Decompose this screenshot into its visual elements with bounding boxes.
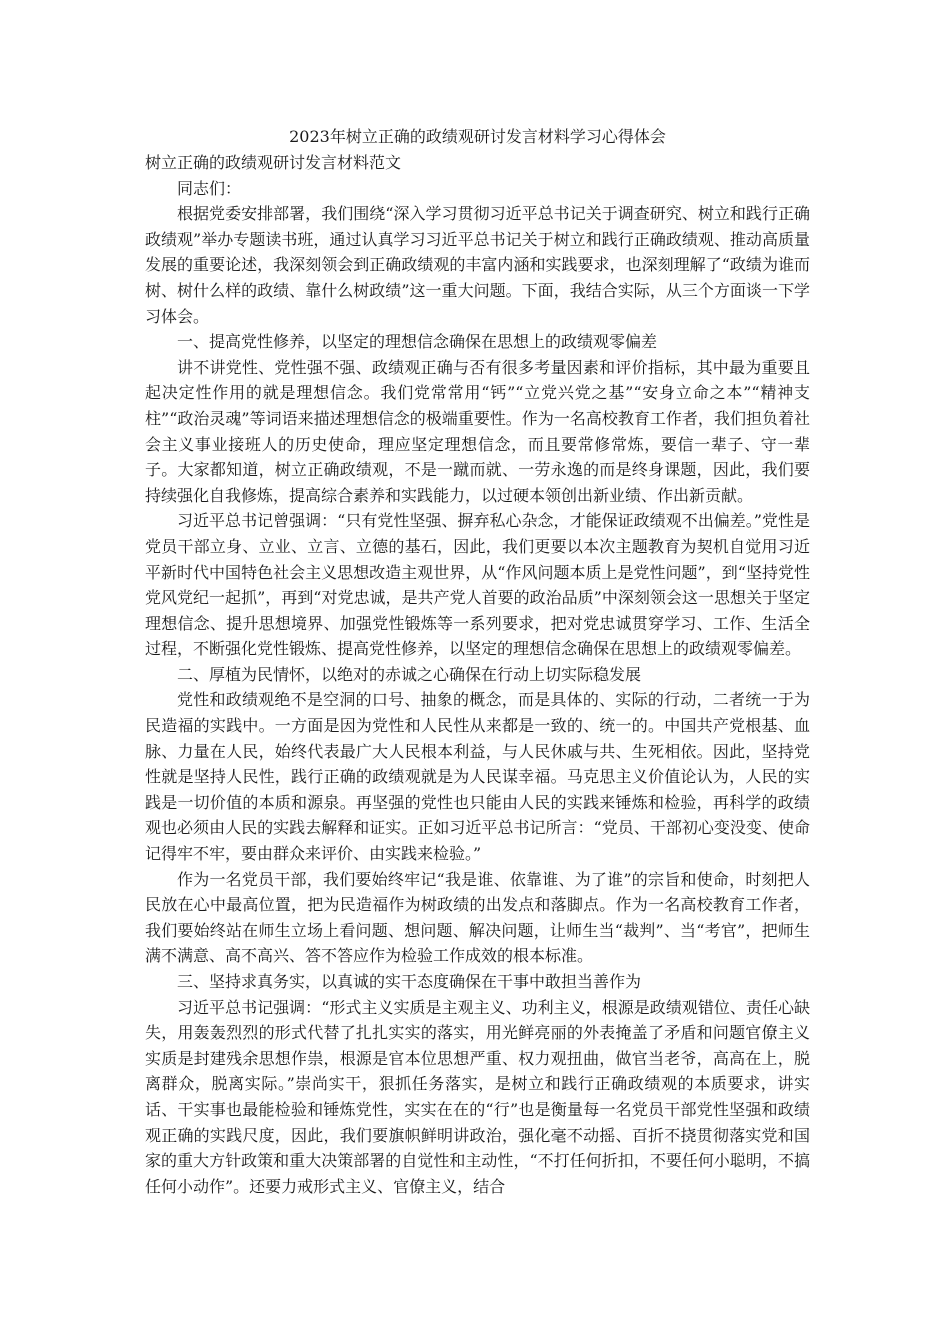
section-heading-2: 二、厚植为民情怀，以绝对的赤诚之心确保在行动上切实际稳发展 <box>177 664 642 684</box>
paragraph: 党性和政绩观绝不是空洞的口号、抽象的概念，而是具体的、实际的行动，二者统一于为民造福的实践中。一方面是因为党性和人民性从来都是一致的、统一的。中国共产党根基、血脉、力量在人民，始终代表最广大人民根本利益，与人民休戚与共、生死相依。因此，坚持党性就是坚持人民性，践行正确的政绩观就是为人民谋幸福。马克思主义价值论认为，人民的实践是一切价值的本质和源泉。再坚强的党性也只能由人民的实践来锤炼和检验，再科学的政绩观也必须由人民的实践去解释和证实。正如习近平总书记所言：“党员、干部初心变没变、使命记得牢不牢，要由群众来评价、由实践来检验。” <box>145 690 810 864</box>
document-subtitle: 树立正确的政绩观研讨发言材料范文 <box>145 153 402 172</box>
paragraph: 作为一名党员干部，我们要始终牢记“我是谁、依靠谁、为了谁”的宗旨和使命，时刻把人民放在心中最高位置，把为民造福作为树政绩的出发点和落脚点。作为一名高校教育工作者，我们要始终站在师生立场上看问题、想问题、解决问题，让师生当“裁判”、当“考官”，把师生满不满意、高不高兴、答不答应作为检验工作成效的根本标准。 <box>145 869 810 966</box>
document-title: 2023年树立正确的政绩观研讨发言材料学习心得体会 <box>289 127 666 146</box>
salutation: 同志们： <box>177 178 242 198</box>
section-heading-3: 三、坚持求真务实，以真诚的实干态度确保在干事中敢担当善作为 <box>177 972 642 991</box>
paragraph-intro: 根据党委安排部署，我们围绕“深入学习贯彻习近平总书记关于调查研究、树立和践行正确政绩观”举办专题读书班，通过认真学习习近平总书记关于树立和践行正确政绩观、推动高质量发展的重要论述，我深刻领会到正确政绩观的丰富内涵和实践要求，也深刻理解了“政绩为谁而树、树什么样的政绩、靠什么树政绩”这一重大问题。下面，我结合实际，从三个方面谈一下学习体会。 <box>145 204 810 326</box>
section-heading-1: 一、提高党性修养，以坚定的理想信念确保在思想上的政绩观零偏差 <box>177 332 658 352</box>
paragraph: 习近平总书记曾强调：“只有党性坚强、摒弃私心杂念，才能保证政绩观不出偏差。”党性是党员干部立身、立业、立言、立德的基石，因此，我们更要以本次主题教育为契机自觉用习近平新时代中国特色社会主义思想改造主观世界，从“作风问题本质上是党性问题”，到“坚持党性党风党纪一起抓”，再到“对党忠诚，是共产党人首要的政治品质”中深刻领会这一思想关于坚定理想信念、提升思想境界、加强党性锻炼等一系列要求，把对党忠诚贯穿学习、工作、生活全过程，不断强化党性锻炼、提高党性修养，以坚定的理想信念确保在思想上的政绩观零偏差。 <box>145 511 810 659</box>
paragraph: 习近平总书记强调：“形式主义实质是主观主义、功利主义，根源是政绩观错位、责任心缺失，用轰轰烈烈的形式代替了扎扎实实的落实，用光鲜亮丽的外表掩盖了矛盾和问题官僚主义实质是封建残余思想作祟，根源是官本位思想严重、权力观扭曲，做官当老爷，高高在上，脱离群众，脱离实际。”崇尚实干，狠抓任务落实，是树立和践行正确政绩观的本质要求，讲实话、干实事也最能检验和锤炼党性，实实在在的“行”也是衡量每一名党员干部党性坚强和政绩观正确的实践尺度，因此，我们要旗帜鲜明讲政治，强化毫不动摇、百折不挠贯彻落实党和国家的重大方针政策和重大决策部署的自觉性和主动性，“不打任何折扣，不要任何小聪明，不搞任何小动作”。还要力戒形式主义、官僚主义，结合 <box>145 997 810 1196</box>
paragraph: 讲不讲党性、党性强不强、政绩观正确与否有很多考量因素和评价指标，其中最为重要且起决定性作用的就是理想信念。我们党常常用“钙”“立党兴党之基”“安身立命之本”“精神支柱”“政治灵魂”等词语来描述理想信念的极端重要性。作为一名高校教育工作者，我们担负着社会主义事业接班人的历史使命，理应坚定理想信念，而且要常修常炼，要信一辈子、守一辈子。大家都知道，树立正确政绩观，不是一蹴而就、一劳永逸的而是终身课题，因此，我们要持续强化自我修炼，提高综合素养和实践能力，以过硬本领创出新业绩、作出新贡献。 <box>145 357 810 505</box>
document-page <box>145 124 810 1199</box>
